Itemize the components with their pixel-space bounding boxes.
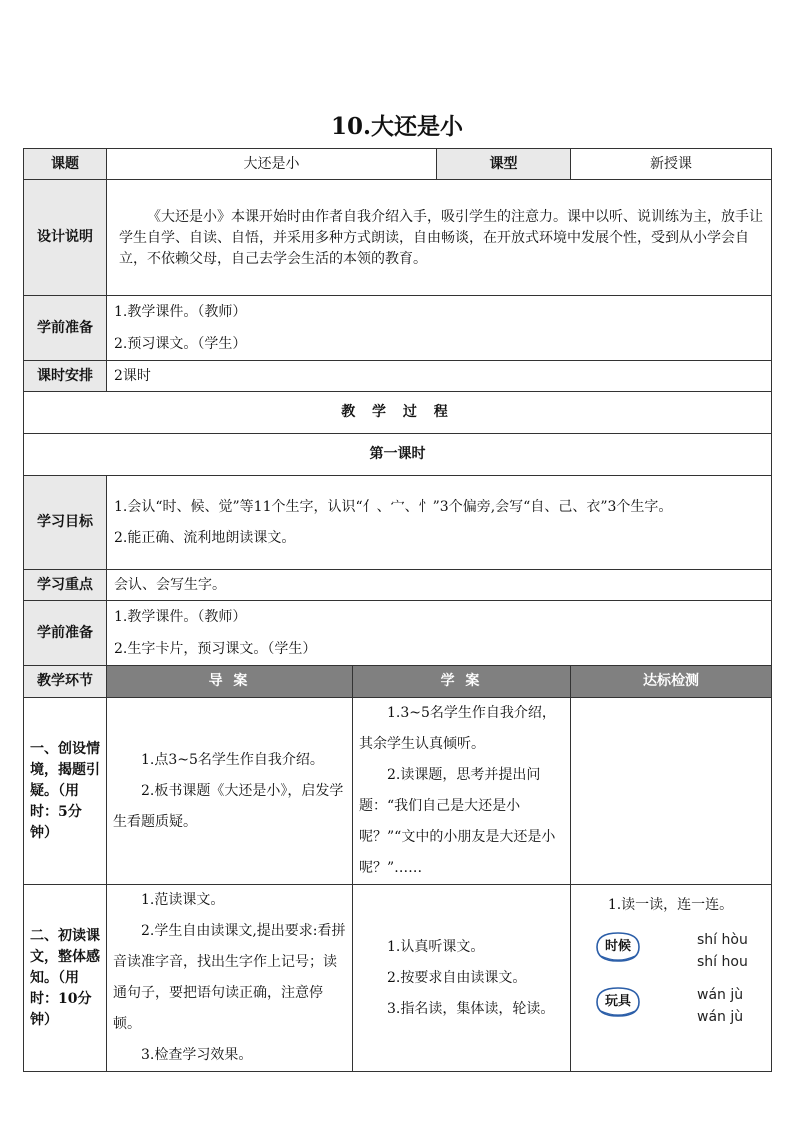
word-1: 时候	[604, 939, 631, 954]
process-header-row	[24, 666, 772, 698]
step2-guide	[107, 885, 353, 1072]
col-guide-header: 导 案	[107, 666, 353, 698]
step1-guide	[107, 698, 353, 885]
goals-label: 学习目标	[24, 476, 107, 570]
check-title: 1.读一读，连一连。	[607, 897, 734, 913]
type-label: 课型	[437, 149, 571, 180]
design-label: 设计说明	[24, 180, 107, 296]
word-2: 玩具	[604, 994, 631, 1009]
key-label: 学习重点	[24, 570, 107, 601]
prep-item-1: 1.教学课件。（教师）	[114, 304, 247, 320]
goals-item-1: 1.会认“时、候、觉”等11个生字，认识“亻、宀、忄”3个偏旁,会写“自、己、衣”3个生字。	[114, 498, 673, 515]
step1-study-2: 2.读课题，思考并提出问题：“我们自己是大还是小呢？”“文中的小朋友是大还是小呢？”……	[359, 767, 556, 876]
step1-study-1: 1.3~5名学生作自我介绍，其余学生认真倾听。	[359, 705, 556, 752]
step2-check	[571, 885, 772, 1072]
process-title: 教 学 过 程	[24, 392, 772, 434]
step1-row	[24, 698, 772, 885]
step2-guide-1: 1.范读课文。	[141, 892, 225, 908]
col-study-header: 学 案	[353, 666, 571, 698]
col-check-header: 达标检测	[571, 666, 772, 698]
key-value: 会认、会写生字。	[107, 570, 772, 601]
topic-value: 大还是小	[107, 149, 437, 180]
goals-row	[24, 476, 772, 570]
lesson-title-row	[24, 434, 772, 476]
schedule-label: 课时安排	[24, 361, 107, 392]
document-title: 10.大还是小	[330, 113, 463, 140]
word-card-2	[591, 985, 641, 1015]
word-card-1	[591, 930, 641, 960]
prep2-items	[107, 601, 772, 666]
step2-label: 二、初读课文，整体感知。（用时：10分钟）	[24, 885, 107, 1072]
step2-study-2: 2.按要求自由读课文。	[387, 969, 527, 986]
design-text: 《大还是小》本课开始时由作者自我介绍入手，吸引学生的注意力。课中以听、说训练为主，放手让学生自学、自读、自悟，并采用多种方式朗读，自由畅谈，在开放式环境中发展个性，受到从小学会自立，不依赖父母，自己去学会生活的本领的教育。	[107, 180, 772, 296]
process-title-row	[24, 392, 772, 434]
word1-pinyin-1: shí hòu	[697, 932, 748, 948]
design-row	[24, 180, 772, 296]
step2-study	[353, 885, 571, 1072]
col-step-header: 教学环节	[24, 666, 107, 698]
goals-items	[107, 476, 772, 570]
prep2-item-1: 1.教学课件。（教师）	[114, 609, 247, 625]
schedule-row	[24, 361, 772, 392]
type-value: 新授课	[571, 149, 772, 180]
lesson-title: 第一课时	[24, 434, 772, 476]
goals-item-2: 2.能正确、流利地朗读课文。	[114, 529, 296, 546]
schedule-value: 2课时	[107, 361, 772, 392]
lesson-plan-table	[23, 148, 772, 1072]
prep2-item-2: 2.生字卡片，预习课文。（学生）	[114, 641, 317, 657]
word2-pinyin-2: wán jù	[697, 1009, 744, 1025]
step2-guide-2: 2.学生自由读课文,提出要求:看拼音读准字音，找出生字作上记号；读通句子，要把语句读正确，注意停顿。	[113, 923, 346, 1032]
step1-study	[353, 698, 571, 885]
prep-item-2: 2.预习课文。（学生）	[114, 336, 247, 352]
topic-label: 课题	[24, 149, 107, 180]
step1-check	[571, 698, 772, 885]
word2-pinyin	[697, 984, 743, 1028]
word1-pinyin-2: shí hou	[697, 954, 748, 970]
step2-study-1: 1.认真听课文。	[387, 938, 485, 955]
word2-pinyin-1: wán jù	[697, 987, 744, 1003]
step1-label: 一、创设情境，揭题引疑。（用时：5分钟）	[24, 698, 107, 885]
key-row	[24, 570, 772, 601]
step2-study-3: 3.指名读，集体读，轮读。	[387, 1000, 555, 1017]
prep-items	[107, 296, 772, 361]
prep2-row	[24, 601, 772, 666]
word1-pinyin	[697, 929, 748, 973]
step2-row	[24, 885, 772, 1072]
step1-guide-1: 1.点3~5名学生作自我介绍。	[141, 751, 324, 768]
prep2-label: 学前准备	[24, 601, 107, 666]
topic-row	[24, 149, 772, 180]
step2-guide-3: 3.检查学习效果。	[141, 1047, 253, 1063]
prep-label: 学前准备	[24, 296, 107, 361]
prep-row	[24, 296, 772, 361]
step1-guide-2: 2.板书课题《大还是小》，启发学生看题质疑。	[113, 782, 344, 830]
